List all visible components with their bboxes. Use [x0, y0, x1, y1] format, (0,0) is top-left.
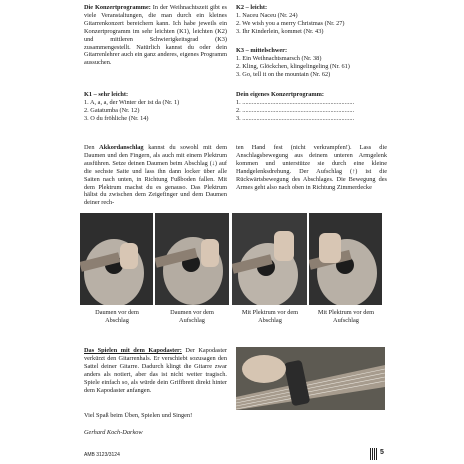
- guitar-photo-image: [309, 213, 382, 305]
- kapo-body: Der Kapodaster verkürzt den Gitarrenhals. Er verschiebt sozusagen den Sattel deiner Gitarre. Dadurch klingt die Gitarre zwar anders als notiert, aber das ist nicht weiter tragisch. Spiele einfach so, als würde dein Griffbrett direkt hinter dem Kapodaster anfangen.: [84, 347, 227, 394]
- akkord-term: Akkordanschlag: [99, 144, 144, 151]
- footer-code: AMB 3123/3124: [84, 452, 120, 458]
- caption-pick-upstroke: Mit Plektrum vor dem Aufschlag: [317, 309, 375, 324]
- intro-body: In der Weihnachtszeit gibt es viele Veranstaltungen, die man durch ein kleines Gitarrenkonzert bereichern kann. Ich habe jeweils ein Konzertprogramm im sehr leichten (K1), leichten (K2) und mittleren Schwierigkeitsgrad (K3) zusammengestellt. Natürlich kannst du oder dein Gitarrenlehrer auch ein ganz anderes, eigenes Programm aussuchen.: [84, 4, 227, 67]
- list-item: 1. Ein Weihnachtsmarsch (Nr. 38): [236, 54, 322, 62]
- k3-heading: K3 – mittelschwer:: [236, 47, 288, 54]
- k3-block: [236, 47, 396, 79]
- list-item: 1. Naceu Naceu (Nr. 24): [236, 11, 298, 19]
- akkord-right-body: ten Hand fest (nicht verkrampfen!). Lass die Anschlagsbewegung aus deinem unteren Armgelenk kommen und unterstütze sie durch eine kleine Handgelenksdrehung. Der Aufschlag (↑) ist die Rückwärtsbewegung des Abschlages. Die Bewegung des Armes geht also nach oben in Richtung Zimmerdecke: [236, 144, 387, 191]
- caption-thumb-downstroke: Daumen vor dem Abschlag: [95, 309, 139, 324]
- akkord-lead: Den: [84, 144, 100, 151]
- photo-thumb-upstroke: [155, 213, 229, 305]
- list-item: 1. .......................................................................: [236, 98, 355, 106]
- akkord-paragraph-left: [84, 144, 227, 207]
- footer-decoration: [370, 448, 378, 460]
- photo-pick-downstroke: [232, 213, 307, 305]
- akkord-paragraph-right: [236, 144, 387, 191]
- caption-thumb-upstroke: Daumen vor dem Aufschlag: [170, 309, 214, 324]
- list-item: 3. Ihr Kinderlein, kommet (Nr. 43): [236, 27, 324, 35]
- guitar-photo-image: [232, 213, 307, 305]
- k2-block: [236, 4, 396, 36]
- akkord-left-body: kannst du sowohl mit dem Daumen und den Fingern, als auch mit einem Plektrum ausführen. Setze deinen Daumen beim Abschlag (↓) auf die sechste Saite und lass ihn dann locker über alle Saiten nach unten, in Richtung Fußboden fallen. Mit dem Plektrum machst du es genauso. Das Plektrum hältst du zwischen dem Zeigefinger und dem Daumen deiner rech-: [84, 144, 227, 207]
- list-item: 3. Go, tell it on the mountain (Nr. 62): [236, 70, 331, 78]
- kapo-paragraph: [84, 347, 227, 394]
- guitar-photo-image: [80, 213, 153, 305]
- guitar-photo-image: [155, 213, 229, 305]
- photo-pick-upstroke: [309, 213, 382, 305]
- list-item: 3. .......................................................................: [236, 114, 355, 122]
- intro-lead: Die Konzertprogramme:: [84, 4, 151, 11]
- k1-block: [84, 91, 229, 123]
- photo-thumb-downstroke: [80, 213, 153, 305]
- k1-heading: K1 – sehr leicht:: [84, 91, 129, 98]
- list-item: 2. We wish you a merry Christmas (Nr. 27): [236, 19, 345, 27]
- capo-photo-image: [236, 347, 385, 410]
- photo-capo: [236, 347, 385, 410]
- list-item: 2. Gatatumba (Nr. 12): [84, 106, 140, 114]
- signature: Gerhard Koch-Darkow: [84, 429, 143, 436]
- caption-pick-downstroke: Mit Plektrum vor dem Abschlag: [241, 309, 299, 324]
- list-item: 3. O du fröhliche (Nr. 14): [84, 114, 149, 122]
- kapo-term: Das Spielen mit dem Kapodaster:: [84, 347, 182, 354]
- page-number: 5: [380, 449, 384, 456]
- intro-paragraph: [84, 4, 227, 67]
- closing-line: Viel Spaß beim Üben, Spielen und Singen!: [84, 412, 193, 419]
- list-item: 2. .......................................................................: [236, 106, 355, 114]
- own-program-heading: Dein eigenes Konzertprogramm:: [236, 91, 325, 98]
- own-program-block: [236, 91, 386, 123]
- list-item: 1. A, a, a, der Winter der ist da (Nr. 1): [84, 98, 180, 106]
- list-item: 2. Kling, Glöckchen, klingelingeling (Nr. 61): [236, 62, 350, 70]
- k2-heading: K2 – leicht:: [236, 4, 268, 11]
